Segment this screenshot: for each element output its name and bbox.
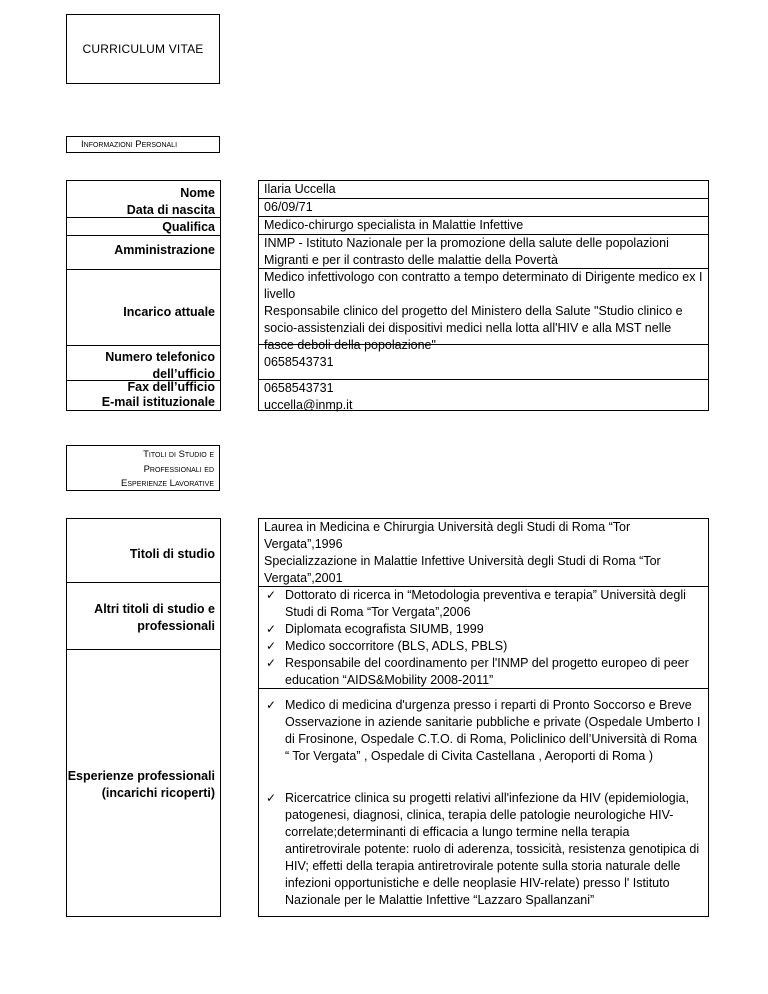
personal-labels [66,180,221,411]
altri-item: ✓ Responsabile del coordinamento per l'INMP del progetto europeo di peer education “AIDS&Mobility 2008-2011” [264,655,703,689]
label-qualifica: Qualifica [162,220,215,234]
label-incarico: Incarico attuale [123,305,215,319]
label-fax: Fax dell’ufficio [127,380,215,394]
section-titles-line1: Titoli di Studio e [143,449,214,460]
section-titles-line3: Esperienze Lavorative [121,478,214,489]
label-esperienze: Esperienze professionali (incarichi ricoperti) [67,769,215,800]
label-divider [67,649,220,650]
value-incarico [258,268,709,352]
studies-labels [66,518,221,917]
altri-item: ✓ Medico soccorritore (BLS, ADLS, PBLS) [264,638,703,655]
value-incarico-1: Medico infettivologo con contratto a tempo determinato di Dirigente medico ex I livello [264,270,703,301]
value-qualifica: Medico-chirurgo specialista in Malattie Infettive [258,216,709,234]
value-email: uccella@inmp.it [264,398,353,412]
label-titoli: Titoli di studio [129,547,215,561]
label-nome: Nome [180,186,215,200]
altri-item: ✓ Diplomata ecografista SIUMB, 1999 [264,621,703,638]
section-titles-line2: Professionali ed [143,463,214,475]
label-telefono: Numero telefonico dell’ufficio [105,350,215,381]
altri-item: ✓ Dottorato di ricerca in “Metodologia preventiva e terapia” Università degli Studi di Roma “Tor Vergata”,2006 [264,587,703,621]
cv-title: CURRICULUM VITAE [82,42,204,56]
titoli-list [258,518,709,586]
value-telefono: 0658543731 [258,344,709,379]
esperienze-list [258,688,709,917]
label-divider [67,235,220,236]
value-data-nascita: 06/09/71 [258,198,709,216]
value-nome: Ilaria Uccella [258,180,709,198]
label-divider [67,345,220,346]
label-altri: Altri titoli di studio e professionali [94,602,215,633]
label-divider [67,269,220,270]
value-fax: 0658543731 [264,381,334,395]
label-divider [67,582,220,583]
value-amministrazione: INMP - Istituto Nazionale per la promozione della salute delle popolazioni Migranti e per il contrasto delle malattie della Povertà [258,234,709,268]
value-incarico-2: Responsabile clinico del progetto del Ministero della Salute "Studio clinico e socio-assistenziali dei dispositivi medici nella lotta all'HIV e alla MST nelle fasce deboli della popolazione" [264,304,683,352]
label-divider [67,217,220,218]
section-titles-title [66,445,220,491]
section-personal-title: Informazioni Personali [66,136,220,153]
titolo-item: Specializzazione in Malattie Infettive Università degli Studi di Roma “Tor Vergata”,2001 [264,554,661,585]
esperienza-item: ✓ Medico di medicina d'urgenza presso i reparti di Pronto Soccorso e Breve Osservazione in aziende sanitarie pubbliche e private (Ospedale Umberto I di Frosinone, Ospedale C.T.O. di Roma, Policlinico dell’Università di Roma “ Tor Vergata” , Ospedale di Civita Castellana , Aeroporti di Roma ) [264,697,703,765]
label-data-nascita: Data di nascita [126,203,215,217]
label-email: E-mail istituzionale [101,395,215,409]
altri-list [258,586,709,688]
esperienza-item: ✓ Ricercatrice clinica su progetti relativi all'infezione da HIV (epidemiologia, patogenesi, diagnosi, clinica, terapia delle patologie neurologiche HIV-correlate;determinanti di efficacia a lungo termine nella terapia antiretrovirale potente: ruolo di aderenza, tossicità, resistenza genotipica di HIV; effetti della terapia antiretrovirale potente sulla storia naturale delle infezioni opportunistiche e delle neoplasie HIV-relate) presso l' Istituto Nazionale per le Malattie Infettive “Lazzaro Spallanzani” [264,790,703,909]
value-fax-email [258,379,709,411]
titolo-item: Laurea in Medicina e Chirurgia Università degli Studi di Roma “Tor Vergata”,1996 [264,520,631,551]
cv-title-box [66,14,220,84]
label-amministrazione: Amministrazione [114,243,215,257]
